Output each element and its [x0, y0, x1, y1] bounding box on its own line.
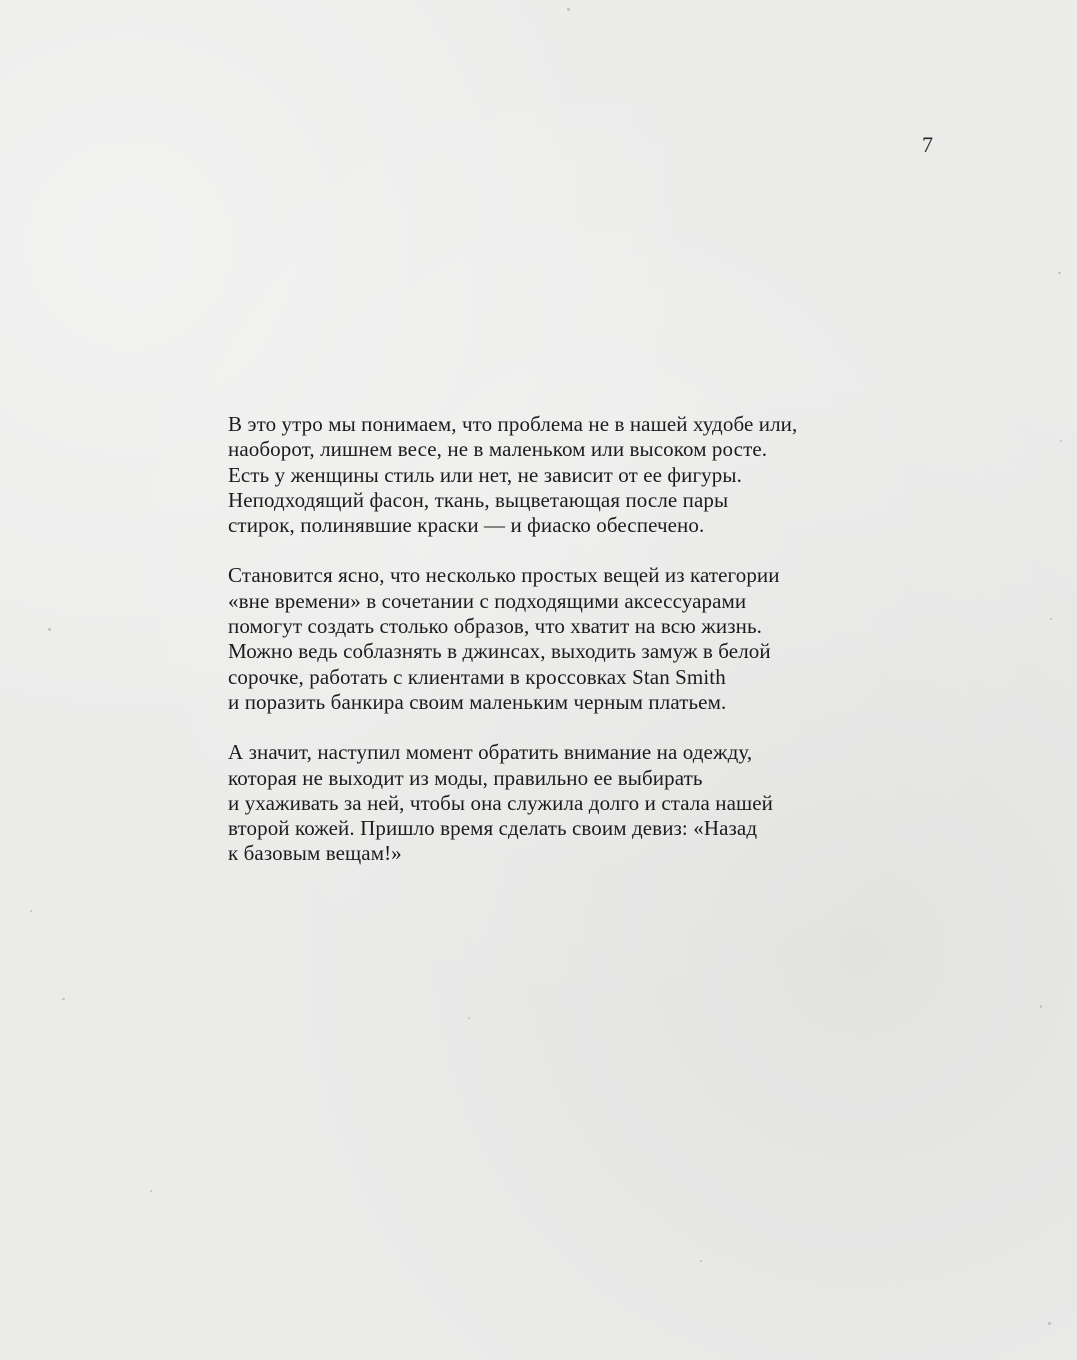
paragraph-3: [228, 740, 828, 866]
text-line: которая не выходит из моды, правильно ее выбирать: [228, 765, 703, 790]
text-line: помогут создать столько образов, что хватит на всю жизнь.: [228, 614, 762, 639]
text-line: и поразить банкира своим маленьким черным платьем.: [228, 689, 727, 714]
text-line: сорочке, работать с клиентами в кроссовках Stan Smith: [228, 664, 726, 689]
paragraph-1: [228, 412, 828, 538]
text-line: и ухаживать за ней, чтобы она служила долго и стала нашей: [228, 790, 774, 815]
body-text: [228, 412, 828, 892]
text-line: Становится ясно, что несколько простых вещей из категории: [228, 563, 780, 588]
text-line: «вне времени» в сочетании с подходящими аксессуарами: [228, 588, 747, 613]
text-line: Неподходящий фасон, ткань, выцветающая после пары: [228, 487, 729, 512]
text-line: стирок, полинявшие краски — и фиаско обеспечено.: [228, 513, 705, 538]
text-line: А значит, наступил момент обратить внимание на одежду,: [228, 740, 753, 765]
text-line: Есть у женщины стиль или нет, не зависит от ее фигуры.: [228, 462, 742, 487]
text-line: Можно ведь соблазнять в джинсах, выходить замуж в белой: [228, 639, 771, 664]
paragraph-2: [228, 563, 828, 715]
text-line: наоборот, лишнем весе, не в маленьком или высоком росте.: [228, 437, 768, 462]
text-line: к базовым вещам!»: [228, 841, 402, 866]
text-line: второй кожей. Пришло время сделать своим девиз: «Назад: [228, 816, 758, 841]
page-number: 7: [922, 132, 933, 157]
text-line: В это утро мы понимаем, что проблема не в нашей худобе или,: [228, 412, 798, 436]
